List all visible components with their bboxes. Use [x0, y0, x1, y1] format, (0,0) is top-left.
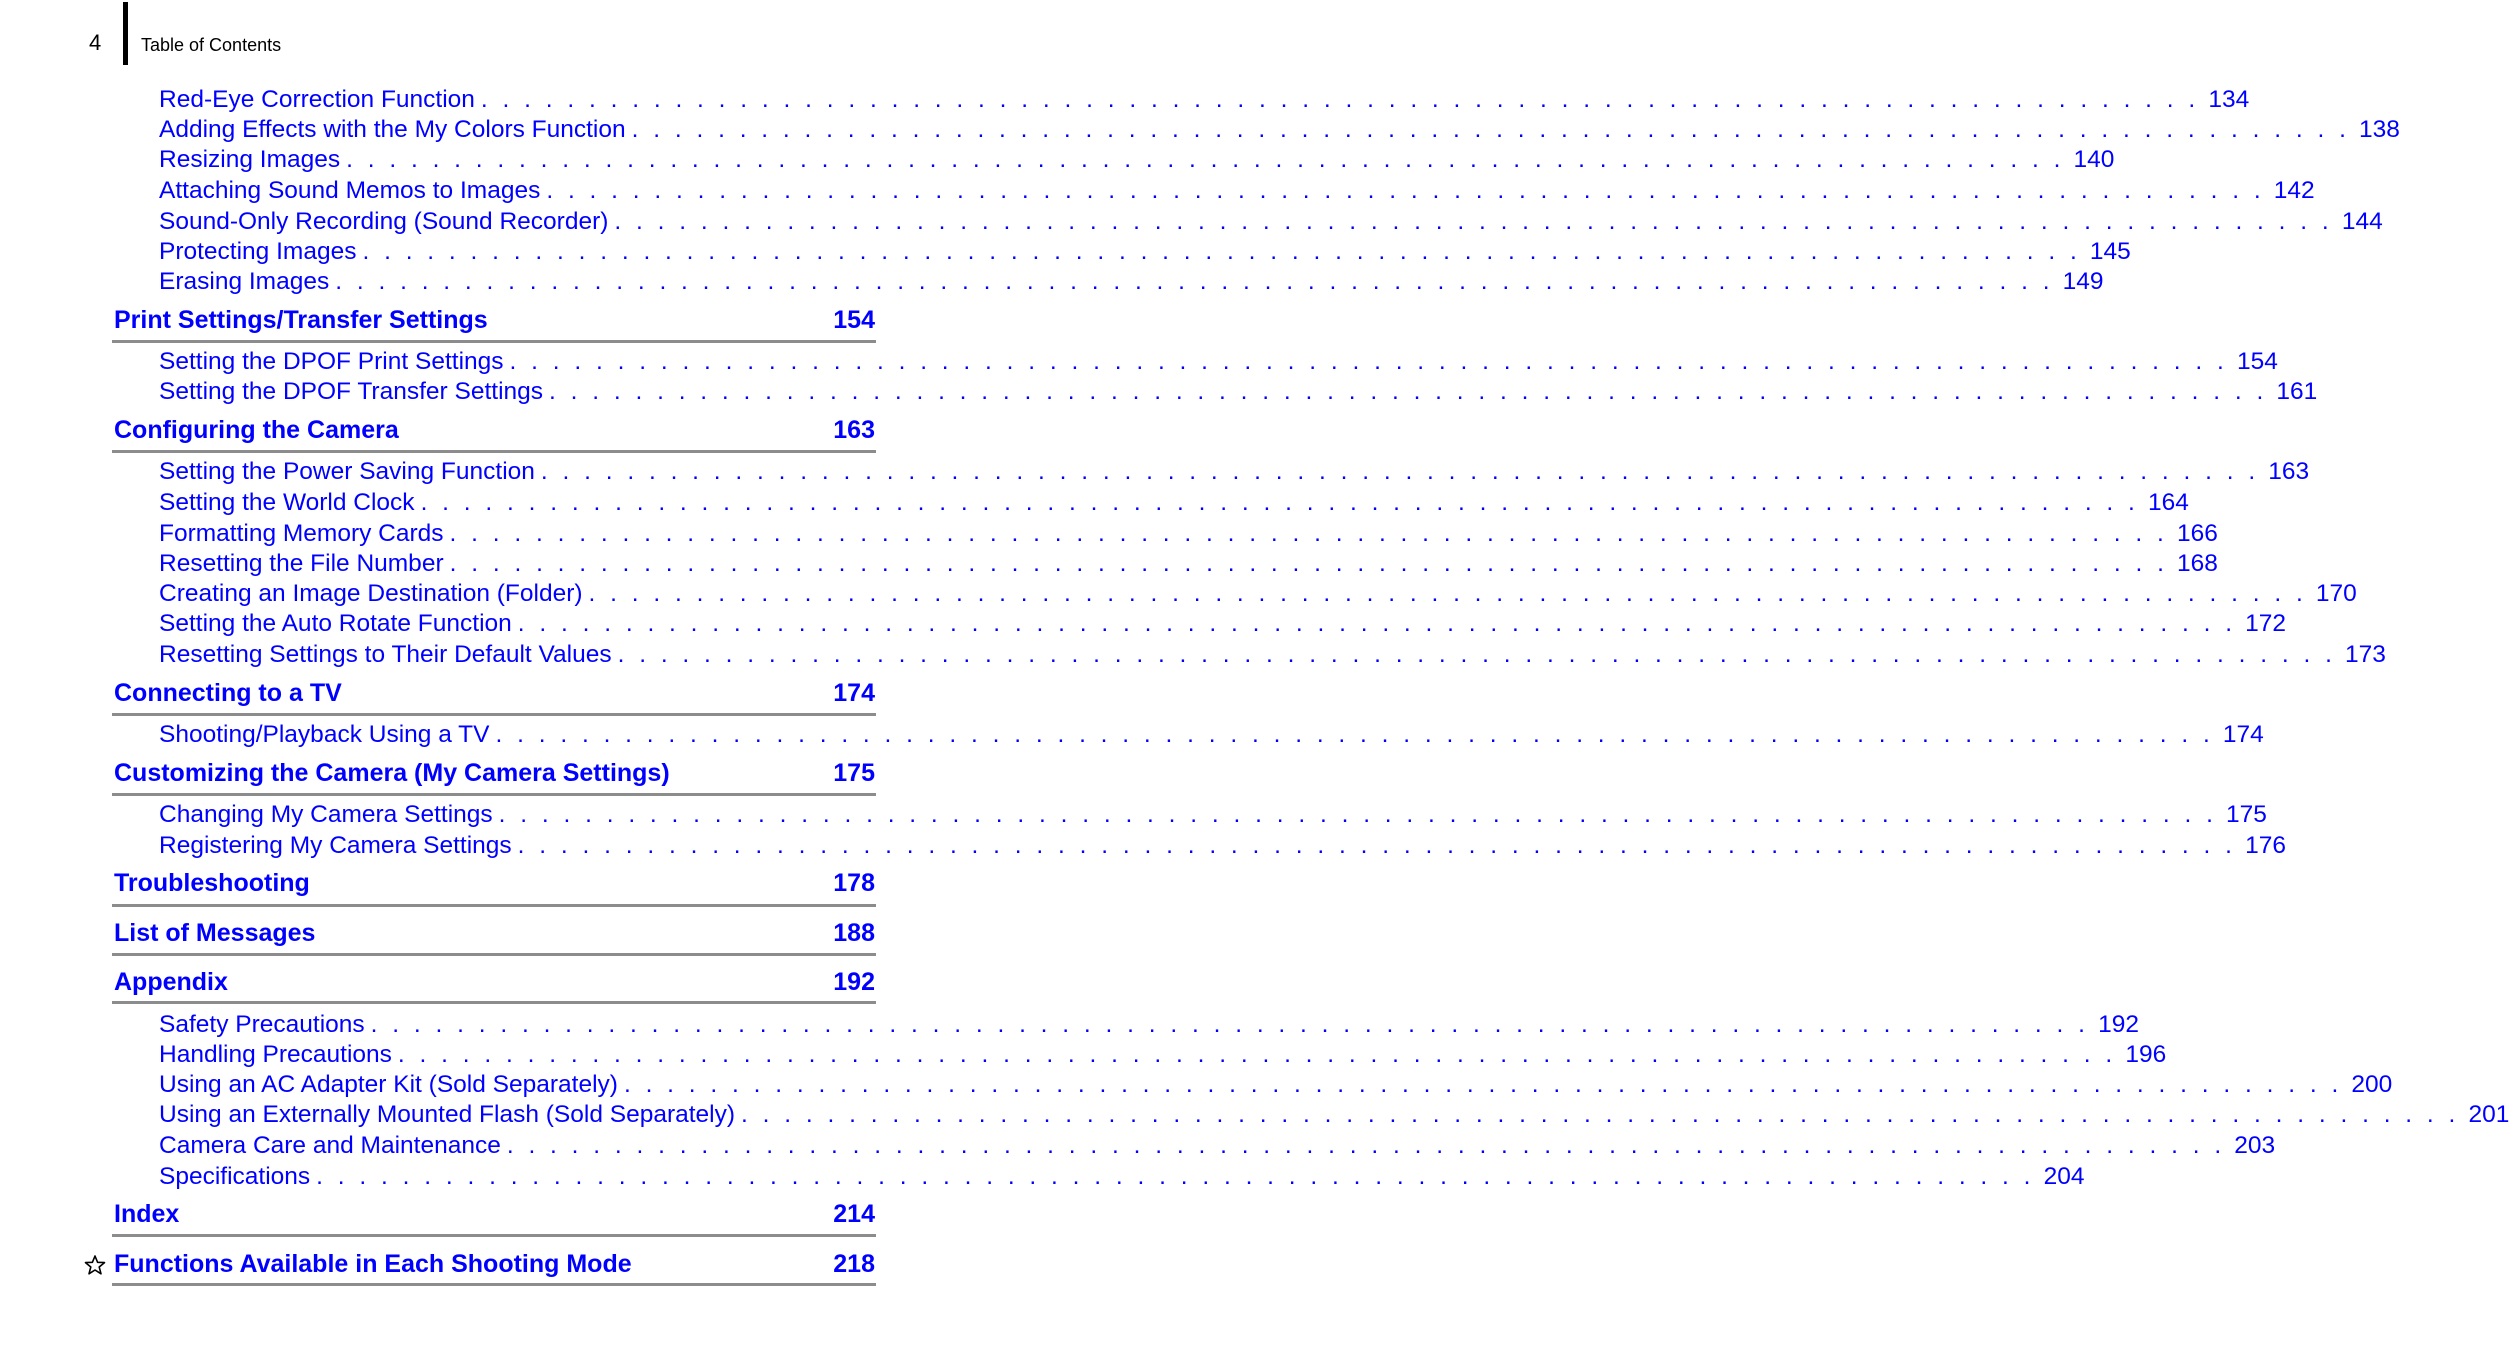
dot-leader: . . . . . . . . . . . . . . . . . . . . . . . . . . . . . . . . . . . . . . . . . . . . . . . . . . . . . . . . . . . . . . . . . . . . . . . . . . . . . . . .: [362, 238, 2081, 265]
toc-section-heading[interactable]: [114, 1199, 875, 1229]
toc-entry-page: 176: [2245, 832, 2286, 859]
toc-section-heading[interactable]: [114, 305, 875, 335]
toc-entry-title: Setting the World Clock: [159, 489, 415, 516]
section-rule: [112, 1283, 876, 1286]
toc-entry-title: Setting the DPOF Print Settings: [159, 348, 504, 375]
dot-leader: . . . . . . . . . . . . . . . . . . . . . . . . . . . . . . . . . . . . . . . . . . . . . . . . . . . . . . . . . . . . . . . . . . . . . . . . . . . . . . . .: [420, 489, 2139, 516]
toc-entry-page: 144: [2341, 208, 2383, 235]
toc-entry-page: 164: [2147, 489, 2189, 516]
toc-entry[interactable]: [159, 1163, 2085, 1191]
star-icon: [84, 1254, 106, 1276]
dot-leader: . . . . . . . . . . . . . . . . . . . . . . . . . . . . . . . . . . . . . . . . . . . . . . . . . . . . . . . . . . . . . . . . . . . . . . . . . . . . . . . .: [498, 801, 2217, 828]
toc-entry-title: Configuring the Camera: [114, 416, 399, 444]
toc-section-heading[interactable]: [114, 967, 875, 997]
toc-entry[interactable]: [159, 832, 2286, 860]
toc-entry[interactable]: [159, 580, 2357, 608]
toc-entry[interactable]: [159, 146, 2115, 174]
toc-entry-title: Registering My Camera Settings: [159, 832, 512, 859]
toc-entry-title: Resetting Settings to Their Default Values: [159, 641, 612, 668]
toc-entry-title: Sound-Only Recording (Sound Recorder): [159, 208, 609, 235]
toc-entry-title: Creating an Image Destination (Folder): [159, 580, 583, 607]
toc-entry-title: Resetting the File Number: [159, 550, 444, 577]
section-rule: [112, 713, 876, 716]
toc-entry-title: Functions Available in Each Shooting Mode: [114, 1250, 632, 1278]
toc-entry-page: 140: [2073, 146, 2115, 173]
dot-leader: . . . . . . . . . . . . . . . . . . . . . . . . . . . . . . . . . . . . . . . . . . . . . . . . . . . . . . . . . . . . . . . . . . . . . . . . . . . . . . . .: [449, 520, 2168, 547]
toc-entry-title: Setting the Auto Rotate Function: [159, 610, 512, 637]
dot-leader: . . . . . . . . . . . . . . . . . . . . . . . . . . . . . . . . . . . . . . . . . . . . . . . . . . . . . . . . . . . . . . . . . . . . . . . . . . . . . . . .: [623, 1071, 2343, 1098]
dot-leader: . . . . . . . . . . . . . . . . . . . . . . . . . . . . . . . . . . . . . . . . . . . . . . . . . . . . . . . . . . . . . . . . . . . . . . . . . . . . . . . .: [480, 86, 2200, 113]
toc-entry-title: Customizing the Camera (My Camera Settings): [114, 759, 670, 787]
toc-entry[interactable]: [159, 177, 2315, 205]
toc-entry-page: 174: [2222, 721, 2264, 748]
toc-entry-page: 161: [2276, 378, 2318, 405]
toc-entry-title: Erasing Images: [159, 268, 330, 295]
toc-entry-page: 192: [833, 968, 875, 996]
toc-entry-page: 201: [2468, 1101, 2509, 1128]
running-header-title: Table of Contents: [141, 35, 282, 55]
dot-leader: . . . . . . . . . . . . . . . . . . . . . . . . . . . . . . . . . . . . . . . . . . . . . . . . . . . . . . . . . . . . . . . . . . . . . . . . . . . . . . . .: [370, 1011, 2089, 1038]
toc-entry-title: Connecting to a TV: [114, 679, 342, 707]
toc-entry[interactable]: [159, 721, 2264, 749]
toc-entry-page: 175: [833, 759, 875, 787]
toc-section-heading[interactable]: [114, 678, 875, 708]
toc-entry-page: 170: [2315, 580, 2357, 607]
toc-entry-page: 218: [833, 1250, 875, 1278]
toc-entry-page: 204: [2043, 1163, 2085, 1190]
toc-section-heading[interactable]: [114, 868, 875, 898]
toc-entry-title: Adding Effects with the My Colors Function: [159, 116, 626, 143]
dot-leader: . . . . . . . . . . . . . . . . . . . . . . . . . . . . . . . . . . . . . . . . . . . . . . . . . . . . . . . . . . . . . . . . . . . . . . . . . . . . . . . .: [546, 177, 2265, 204]
toc-entry-page: 163: [2268, 458, 2310, 485]
toc-entry[interactable]: [159, 1011, 2139, 1039]
dot-leader: . . . . . . . . . . . . . . . . . . . . . . . . . . . . . . . . . . . . . . . . . . . . . . . . . . . . . . . . . . . . . . . . . . . . . . . . . . . . . . . .: [335, 268, 2054, 295]
toc-entry-title: Protecting Images: [159, 238, 357, 265]
toc-entry-page: 203: [2234, 1132, 2276, 1159]
toc-entry[interactable]: [159, 86, 2250, 114]
toc-entry-title: Formatting Memory Cards: [159, 520, 444, 547]
dot-leader: . . . . . . . . . . . . . . . . . . . . . . . . . . . . . . . . . . . . . . . . . . . . . . . . . . . . . . . . . . . . . . . . . . . . . . . . . . . . . . . .: [346, 146, 2065, 173]
toc-entry[interactable]: [159, 1101, 2509, 1129]
toc-entry-title: Setting the Power Saving Function: [159, 458, 535, 485]
dot-leader: . . . . . . . . . . . . . . . . . . . . . . . . . . . . . . . . . . . . . . . . . . . . . . . . . . . . . . . . . . . . . . . . . . . . . . . . . . . . . . . .: [741, 1101, 2460, 1128]
toc-entry-title: Changing My Camera Settings: [159, 801, 493, 828]
toc-entry-page: 163: [833, 416, 875, 444]
dot-leader: . . . . . . . . . . . . . . . . . . . . . . . . . . . . . . . . . . . . . . . . . . . . . . . . . . . . . . . . . . . . . . . . . . . . . . . . . . . . . . . .: [617, 641, 2336, 668]
dot-leader: . . . . . . . . . . . . . . . . . . . . . . . . . . . . . . . . . . . . . . . . . . . . . . . . . . . . . . . . . . . . . . . . . . . . . . . . . . . . . . . .: [449, 550, 2168, 577]
dot-leader: . . . . . . . . . . . . . . . . . . . . . . . . . . . . . . . . . . . . . . . . . . . . . . . . . . . . . . . . . . . . . . . . . . . . . . . . . . . . . . . .: [631, 116, 2350, 143]
toc-entry-page: 149: [2062, 268, 2104, 295]
toc-entry-page: 200: [2351, 1071, 2393, 1098]
toc-entry-page: 134: [2208, 86, 2250, 113]
toc-entry-title: Shooting/Playback Using a TV: [159, 721, 490, 748]
toc-entry-title: Index: [114, 1200, 180, 1228]
toc-entry[interactable]: [159, 801, 2267, 829]
toc-entry-page: 192: [2098, 1011, 2139, 1038]
dot-leader: . . . . . . . . . . . . . . . . . . . . . . . . . . . . . . . . . . . . . . . . . . . . . . . . . . . . . . . . . . . . . . . . . . . . . . . . . . . . . . . .: [506, 1132, 2226, 1159]
toc-entry[interactable]: [159, 550, 2218, 578]
toc-entry-page: 175: [2226, 801, 2267, 828]
section-rule: [112, 904, 876, 907]
toc-entry[interactable]: [159, 268, 2104, 296]
dot-leader: . . . . . . . . . . . . . . . . . . . . . . . . . . . . . . . . . . . . . . . . . . . . . . . . . . . . . . . . . . . . . . . . . . . . . . . . . . . . . . . .: [517, 610, 2237, 637]
section-rule: [112, 953, 876, 956]
toc-entry-page: 145: [2089, 238, 2131, 265]
toc-entry-title: Using an Externally Mounted Flash (Sold Separately): [159, 1101, 736, 1128]
toc-entry-title: Troubleshooting: [114, 869, 310, 897]
toc-entry-page: 173: [2345, 641, 2386, 668]
toc-entry[interactable]: [159, 641, 2386, 669]
toc-entry-title: List of Messages: [114, 919, 316, 947]
toc-entry[interactable]: [159, 116, 2400, 144]
dot-leader: . . . . . . . . . . . . . . . . . . . . . . . . . . . . . . . . . . . . . . . . . . . . . . . . . . . . . . . . . . . . . . . . . . . . . . . . . . . . . . . .: [509, 348, 2228, 375]
toc-entry-title: Using an AC Adapter Kit (Sold Separately): [159, 1071, 618, 1098]
toc-entry-page: 154: [2236, 348, 2278, 375]
dot-leader: . . . . . . . . . . . . . . . . . . . . . . . . . . . . . . . . . . . . . . . . . . . . . . . . . . . . . . . . . . . . . . . . . . . . . . . . . . . . . . . .: [588, 580, 2307, 607]
toc-entry[interactable]: [159, 1132, 2276, 1160]
toc-entry-title: Print Settings/Transfer Settings: [114, 306, 488, 334]
toc-entry-title: Red-Eye Correction Function: [159, 86, 475, 113]
toc-entry[interactable]: [159, 378, 2318, 406]
toc-entry-page: 196: [2125, 1041, 2167, 1068]
toc-entry-page: 188: [833, 919, 875, 947]
dot-leader: . . . . . . . . . . . . . . . . . . . . . . . . . . . . . . . . . . . . . . . . . . . . . . . . . . . . . . . . . . . . . . . . . . . . . . . . . . . . . . . .: [614, 208, 2333, 235]
toc-entry-page: 154: [833, 306, 875, 334]
toc-entry-page: 142: [2273, 177, 2315, 204]
toc-entry[interactable]: [159, 489, 2189, 517]
toc-entry-page: 178: [833, 869, 875, 897]
section-rule: [112, 1234, 876, 1237]
toc-entry[interactable]: [159, 610, 2287, 638]
toc-entry-title: Appendix: [114, 968, 228, 996]
toc-entry-title: Resizing Images: [159, 146, 341, 173]
toc-section-heading[interactable]: [114, 758, 875, 788]
toc-entry[interactable]: [159, 1041, 2167, 1069]
dot-leader: . . . . . . . . . . . . . . . . . . . . . . . . . . . . . . . . . . . . . . . . . . . . . . . . . . . . . . . . . . . . . . . . . . . . . . . . . . . . . . . .: [316, 1163, 2035, 1190]
dot-leader: . . . . . . . . . . . . . . . . . . . . . . . . . . . . . . . . . . . . . . . . . . . . . . . . . . . . . . . . . . . . . . . . . . . . . . . . . . . . . . . .: [397, 1041, 2117, 1068]
toc-entry-title: Camera Care and Maintenance: [159, 1132, 501, 1159]
toc-entry[interactable]: [159, 1071, 2393, 1099]
toc-entry[interactable]: [159, 348, 2278, 376]
toc-entry-title: Setting the DPOF Transfer Settings: [159, 378, 544, 405]
toc-section-heading[interactable]: [114, 918, 875, 948]
dot-leader: . . . . . . . . . . . . . . . . . . . . . . . . . . . . . . . . . . . . . . . . . . . . . . . . . . . . . . . . . . . . . . . . . . . . . . . . . . . . . . . .: [549, 378, 2268, 405]
toc-section-heading[interactable]: [114, 415, 875, 445]
toc-entry-title: Specifications: [159, 1163, 311, 1190]
toc-section-heading[interactable]: [114, 1249, 875, 1279]
toc-entry-page: 166: [2176, 520, 2218, 547]
section-rule: [112, 793, 876, 796]
toc-entry-page: 172: [2245, 610, 2287, 637]
toc-entry[interactable]: [159, 520, 2218, 548]
section-rule: [112, 1001, 876, 1004]
toc-entry-title: Attaching Sound Memos to Images: [159, 177, 541, 204]
toc-entry-page: 138: [2359, 116, 2400, 143]
toc-entry[interactable]: [159, 238, 2131, 266]
toc-entry-title: Handling Precautions: [159, 1041, 392, 1068]
toc-entry-title: Safety Precautions: [159, 1011, 365, 1038]
section-rule: [112, 340, 876, 343]
page-number: 4: [89, 30, 102, 55]
toc-entry[interactable]: [159, 458, 2310, 486]
dot-leader: . . . . . . . . . . . . . . . . . . . . . . . . . . . . . . . . . . . . . . . . . . . . . . . . . . . . . . . . . . . . . . . . . . . . . . . . . . . . . . . .: [495, 721, 2214, 748]
toc-entry[interactable]: [159, 208, 2383, 236]
toc-entry-page: 174: [833, 679, 875, 707]
section-rule: [112, 450, 876, 453]
toc-entry-page: 168: [2177, 550, 2218, 577]
toc-entry-page: 214: [833, 1200, 875, 1228]
dot-leader: . . . . . . . . . . . . . . . . . . . . . . . . . . . . . . . . . . . . . . . . . . . . . . . . . . . . . . . . . . . . . . . . . . . . . . . . . . . . . . . .: [540, 458, 2260, 485]
dot-leader: . . . . . . . . . . . . . . . . . . . . . . . . . . . . . . . . . . . . . . . . . . . . . . . . . . . . . . . . . . . . . . . . . . . . . . . . . . . . . . . .: [517, 832, 2236, 859]
